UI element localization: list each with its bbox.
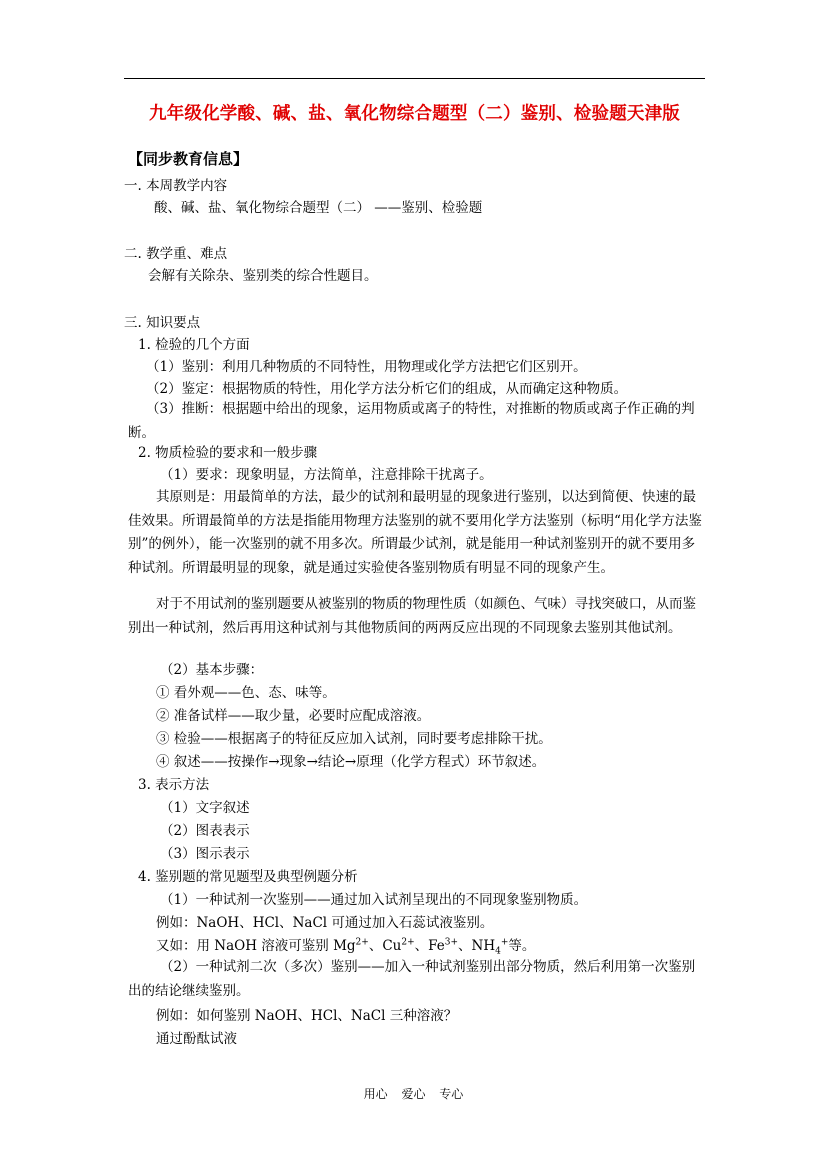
knowledge-4-example-4: 通过酚酞试液 (156, 1031, 237, 1047)
knowledge-2-steps-heading: （2）基本步骤： (160, 662, 264, 678)
knowledge-2-no-reagent: 对于不用试剂的鉴别题要从被鉴别的物质的物理性质（如颜色、气味）寻找突破口，从而鉴别出一种试剂，然后再用这种试剂与其他物质间的两两反应出现的不同现象去鉴别其他试剂。 (128, 596, 696, 636)
ion-subscript: 4 (495, 946, 501, 957)
knowledge-2-principle: 其原则是：用最简单的方法，最少的试剂和最明显的现象进行鉴别，以达到简便、快速的最佳效果。所谓最简单的方法是指能用物理方法鉴别的就不要用化学方法鉴别（标明“用化学方法鉴别”的例外），能一次鉴别的就不用多次。所谓最少试剂，就是能用一种试剂鉴别开的就不要用多种试剂。所谓最明显的现象，就是通过实验使各鉴别物质有明显不同的现象产生。 (128, 489, 702, 576)
knowledge-3c: （3）图示表示 (160, 846, 250, 862)
section-1-heading: 一. 本周教学内容 (124, 178, 228, 194)
example-2-text: 、Fe (414, 938, 445, 954)
header-rule (124, 78, 705, 79)
knowledge-4-heading: 4. 鉴别题的常见题型及典型例题分析 (138, 869, 358, 885)
section-2-body: 会解有关除杂、鉴别类的综合性题目。 (148, 268, 378, 284)
example-2-text: 等。 (508, 938, 536, 954)
knowledge-4-example-2 (156, 936, 535, 956)
knowledge-2-requirement: （1）要求：现象明显，方法简单，注意排除干扰离子。 (160, 467, 493, 483)
section-heading: 【同步教育信息】 (128, 150, 249, 168)
section-2-heading: 二. 教学重、难点 (124, 246, 228, 262)
section-3-heading: 三. 知识要点 (124, 315, 201, 331)
knowledge-2-step-3: ③ 检验——根据离子的特征反应加入试剂，同时要考虑排除干扰。 (156, 731, 552, 747)
knowledge-2-step-1: ① 看外观——色、态、味等。 (156, 685, 336, 701)
page-title: 九年级化学酸、碱、盐、氧化物综合题型（二）鉴别、检验题天津版 (149, 104, 680, 124)
knowledge-1b: （2）鉴定：根据物质的特性，用化学方法分析它们的组成，从而确定这种物质。 (146, 381, 628, 397)
page-footer: 用心 爱心 专心 (363, 1087, 464, 1101)
knowledge-2-step-4: ④ 叙述——按操作→现象→结论→原理（化学方程式）环节叙述。 (156, 754, 546, 770)
example-2-text: 又如：用 NaOH 溶液可鉴别 Mg (156, 938, 356, 954)
knowledge-3a: （1）文字叙述 (160, 800, 250, 816)
ion-charge: 2+ (355, 937, 369, 948)
ion-charge: 3+ (444, 937, 459, 948)
knowledge-1-heading: 1. 检验的几个方面 (138, 337, 250, 353)
example-2-text: 、Cu (368, 938, 402, 954)
knowledge-3b: （2）图表表示 (160, 823, 250, 839)
knowledge-3-heading: 3. 表示方法 (138, 777, 210, 793)
knowledge-1a: （1）鉴别：利用几种物质的不同特性，用物理或化学方法把它们区别开。 (146, 359, 587, 375)
knowledge-2-step-2: ② 准备试样——取少量，必要时应配成溶液。 (156, 708, 431, 724)
example-2-text: 、NH (458, 938, 496, 954)
knowledge-4-example-3: 例如：如何鉴别 NaOH、HCl、NaCl 三种溶液？ (156, 1008, 458, 1024)
knowledge-4a: （1）一种试剂一次鉴别——通过加入试剂呈现出的不同现象鉴别物质。 (160, 892, 588, 908)
section-1-body: 酸、碱、盐、氧化物综合题型（二） ——鉴别、检验题 (154, 200, 483, 216)
ion-charge: + (500, 937, 509, 948)
ion-charge: 2+ (401, 937, 415, 948)
knowledge-2-heading: 2. 物质检验的要求和一般步骤 (138, 445, 318, 461)
knowledge-4b: （2）一种试剂二次（多次）鉴别——加入一种试剂鉴别出部分物质，然后利用第一次鉴别出的结论继续鉴别。 (128, 959, 696, 999)
knowledge-1c: （3）推断：根据题中给出的现象，运用物质或离子的特性，对推断的物质或离子作正确的判断。 (128, 401, 695, 441)
knowledge-4-example-1: 例如：NaOH、HCl、NaCl 可通过加入石蕊试液鉴别。 (156, 915, 494, 931)
